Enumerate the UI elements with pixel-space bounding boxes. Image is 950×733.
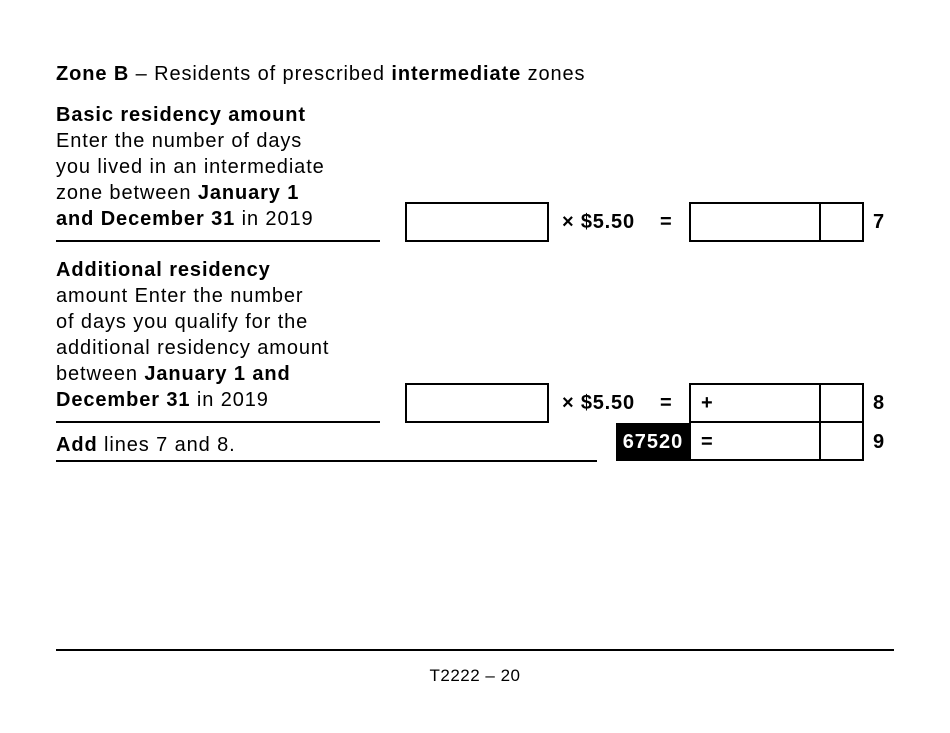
form-page-id: T2222 – 20 — [429, 666, 521, 685]
additional-days-input[interactable] — [405, 383, 549, 423]
basic-residency-description: Basic residency amount Enter the number of days you lived in an intermediate zone between January 1 and December 31 in 2019 — [56, 104, 325, 230]
total-underline — [56, 460, 597, 462]
basic-underline — [56, 240, 380, 242]
line-number-9: 9 — [873, 431, 885, 453]
footer-rule — [56, 649, 894, 651]
basic-equals: = — [660, 211, 672, 233]
line-number-8: 8 — [873, 392, 885, 414]
basic-days-input[interactable] — [405, 202, 549, 242]
total-equals: = — [701, 431, 713, 453]
additional-underline — [56, 421, 380, 423]
additional-amount-dollars-field[interactable] — [689, 383, 821, 423]
additional-multiplier: × $5.50 — [562, 392, 635, 414]
line-number-7: 7 — [873, 211, 885, 233]
additional-residency-description: Additional residency amount Enter the number of days you qualify for the additional residency amount between January 1 and December 31 in 2019 — [56, 259, 330, 411]
total-label: Add lines 7 and 8. — [56, 434, 236, 456]
total-amount-cents-field[interactable] — [819, 421, 864, 461]
additional-residency-heading: Additional residency — [56, 259, 271, 281]
total-amount-dollars-field[interactable] — [689, 421, 821, 461]
line-code-badge: 67520 — [616, 423, 690, 461]
additional-equals: = — [660, 392, 672, 414]
plus-sign: + — [701, 392, 713, 414]
basic-multiplier: × $5.50 — [562, 211, 635, 233]
basic-amount-dollars-field[interactable] — [689, 202, 821, 242]
zone-title: Zone B – Residents of prescribed intermediate zones — [56, 63, 586, 85]
additional-amount-cents-field[interactable] — [819, 383, 864, 423]
basic-residency-heading: Basic residency amount — [56, 104, 306, 126]
basic-amount-cents-field[interactable] — [819, 202, 864, 242]
